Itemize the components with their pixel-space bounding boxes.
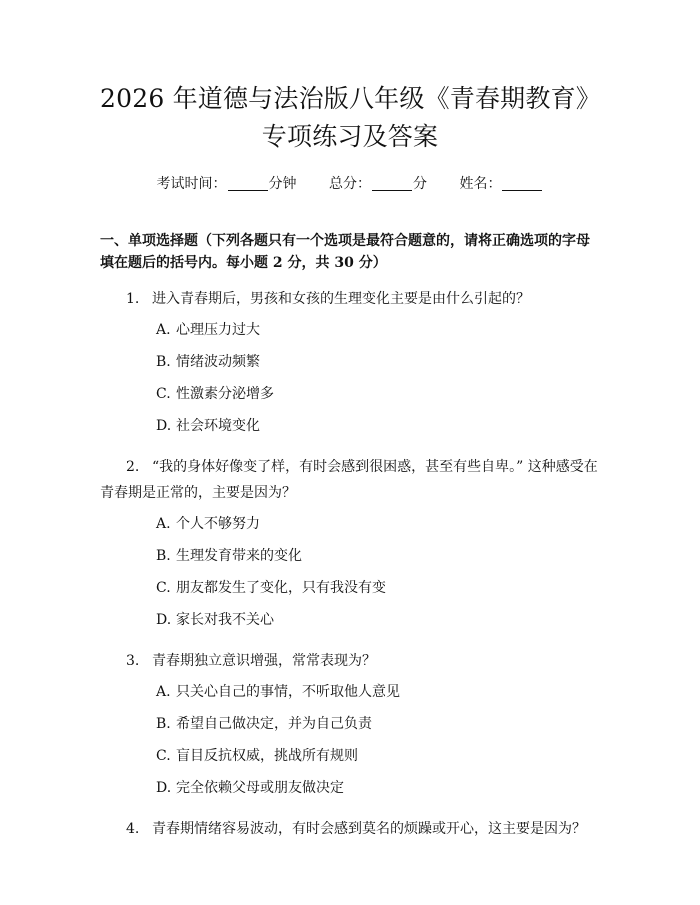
option-text: 只关心自己的事情，不听取他人意见 bbox=[176, 684, 400, 700]
option-a bbox=[156, 314, 600, 346]
exam-time-unit: 分钟 bbox=[268, 176, 297, 192]
question-number: 4. bbox=[126, 821, 140, 837]
option-letter: A. bbox=[156, 322, 171, 338]
question-number: 1. bbox=[126, 291, 140, 307]
name-blank bbox=[502, 178, 542, 191]
option-letter: B. bbox=[156, 354, 171, 370]
option-text: 希望自己做决定，并为自己负责 bbox=[176, 716, 372, 732]
option-letter: B. bbox=[156, 716, 171, 732]
option-b bbox=[156, 708, 600, 740]
option-c bbox=[156, 740, 600, 772]
question-number: 2. bbox=[126, 459, 140, 475]
question-text: 青春期独立意识增强，常常表现为？ bbox=[152, 653, 376, 669]
option-d bbox=[156, 772, 600, 804]
option-c bbox=[156, 572, 600, 604]
option-text: 个人不够努力 bbox=[176, 516, 260, 532]
title-line-1: 2026 年道德与法治版八年级《青春期教育》 bbox=[100, 84, 601, 113]
question-text: “我的身体好像变了样，有时会感到很困惑，甚至有些自卑。” 这种感受在青春期是正常的，主要是因为？ bbox=[100, 459, 598, 501]
option-text: 家长对我不关心 bbox=[176, 612, 274, 628]
option-b bbox=[156, 346, 600, 378]
option-text: 情绪波动频繁 bbox=[176, 354, 260, 370]
option-a bbox=[156, 676, 600, 708]
option-letter: A. bbox=[156, 516, 171, 532]
option-letter: D. bbox=[156, 612, 172, 628]
total-score-blank bbox=[372, 178, 412, 191]
option-c bbox=[156, 378, 600, 410]
exam-info-line bbox=[100, 174, 600, 194]
question-2 bbox=[100, 454, 600, 506]
document-title bbox=[100, 80, 600, 156]
question-text: 青春期情绪容易波动，有时会感到莫名的烦躁或开心，这主要是因为？ bbox=[152, 821, 586, 837]
option-a bbox=[156, 508, 600, 540]
option-letter: D. bbox=[156, 780, 172, 796]
total-score-field bbox=[329, 174, 427, 194]
section-heading: 一、单项选择题（下列各题只有一个选项是最符合题意的，请将正确选项的字母填在题后的括号内。每小题 2 分，共 30 分） bbox=[100, 233, 590, 271]
option-letter: B. bbox=[156, 548, 171, 564]
question-1 bbox=[100, 286, 600, 312]
question-2-options bbox=[100, 508, 600, 636]
question-3 bbox=[100, 648, 600, 674]
option-text: 完全依赖父母或朋友做决定 bbox=[176, 780, 344, 796]
option-d bbox=[156, 410, 600, 442]
option-d bbox=[156, 604, 600, 636]
title-line-2: 专项练习及答案 bbox=[261, 122, 439, 151]
exam-time-field bbox=[157, 174, 297, 194]
option-text: 朋友都发生了变化，只有我没有变 bbox=[176, 580, 386, 596]
option-letter: C. bbox=[156, 748, 171, 764]
question-4 bbox=[100, 816, 600, 842]
option-text: 社会环境变化 bbox=[176, 418, 260, 434]
option-text: 性激素分泌增多 bbox=[176, 386, 274, 402]
exam-time-blank bbox=[228, 178, 268, 191]
option-text: 生理发育带来的变化 bbox=[176, 548, 302, 564]
question-number: 3. bbox=[126, 653, 140, 669]
question-3-options bbox=[100, 676, 600, 804]
option-letter: A. bbox=[156, 684, 171, 700]
name-field bbox=[459, 174, 543, 194]
total-score-unit: 分 bbox=[413, 176, 427, 192]
name-label: 姓名： bbox=[459, 176, 502, 192]
option-letter: C. bbox=[156, 580, 171, 596]
option-letter: C. bbox=[156, 386, 171, 402]
exam-time-label: 考试时间： bbox=[156, 176, 227, 192]
option-text: 心理压力过大 bbox=[176, 322, 260, 338]
question-1-options bbox=[100, 314, 600, 442]
option-b bbox=[156, 540, 600, 572]
question-text: 进入青春期后，男孩和女孩的生理变化主要是由什么引起的？ bbox=[152, 291, 530, 307]
total-score-label: 总分： bbox=[329, 176, 371, 192]
option-letter: D. bbox=[156, 418, 172, 434]
option-text: 盲目反抗权威，挑战所有规则 bbox=[176, 748, 358, 764]
